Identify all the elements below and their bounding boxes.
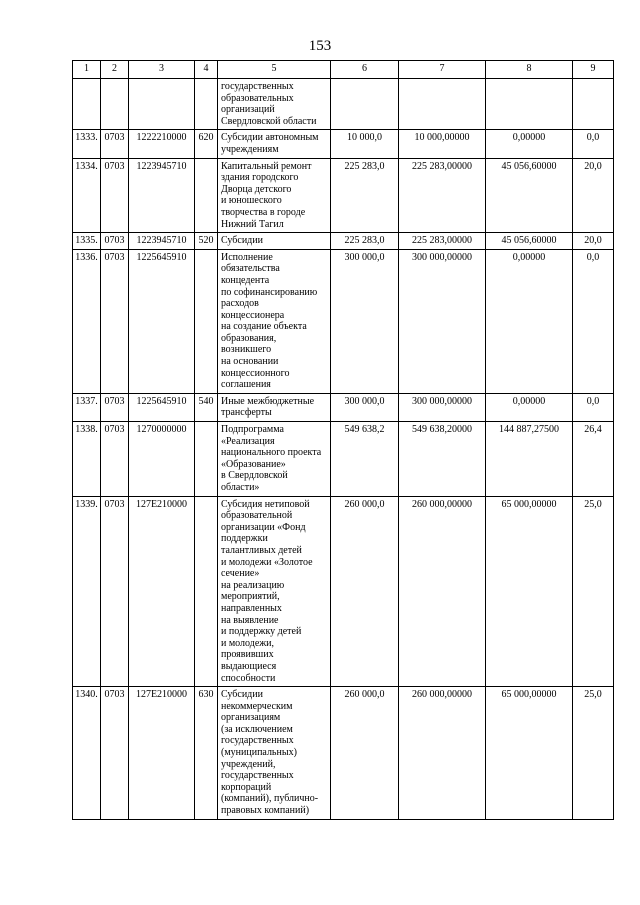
planned-amount-cell: 225 283,00000 [399,158,486,233]
row-number-cell: 1339. [73,496,101,687]
column-header: 6 [331,61,399,79]
execution-percent-cell: 25,0 [573,687,614,820]
execution-percent-cell: 0,0 [573,393,614,421]
planned-amount-cell: 10 000,00000 [399,130,486,158]
item-name-cell: Субсидии [218,233,331,250]
section-code-cell: 0703 [101,130,129,158]
target-article-cell: 1225645910 [129,393,195,421]
section-code-cell: 0703 [101,249,129,393]
execution-percent-cell: 25,0 [573,496,614,687]
expense-type-cell [195,158,218,233]
approved-amount-cell: 225 283,0 [331,158,399,233]
table-row [73,393,614,421]
planned-amount-cell [399,79,486,130]
table-row [73,249,614,393]
column-header: 3 [129,61,195,79]
row-number-cell [73,79,101,130]
target-article-cell: 1270000000 [129,422,195,497]
approved-amount-cell: 10 000,0 [331,130,399,158]
column-header: 4 [195,61,218,79]
item-name-cell: Подпрограмма «Реализация национального проекта «Образование» в Свердловской области» [218,422,331,497]
table-row [73,233,614,250]
execution-percent-cell: 20,0 [573,158,614,233]
expense-type-cell: 540 [195,393,218,421]
approved-amount-cell: 549 638,2 [331,422,399,497]
expense-type-cell [195,496,218,687]
planned-amount-cell: 300 000,00000 [399,249,486,393]
item-name-cell: Субсидии некоммерческим организациям (за исключением государственных (муниципальных) учреждений, государственных корпораций (компаний), публично- правовых компаний) [218,687,331,820]
section-code-cell: 0703 [101,158,129,233]
approved-amount-cell: 300 000,0 [331,249,399,393]
target-article-cell: 1223945710 [129,233,195,250]
column-header: 2 [101,61,129,79]
section-code-cell [101,79,129,130]
column-header: 8 [486,61,573,79]
target-article-cell: 1223945710 [129,158,195,233]
column-header: 1 [73,61,101,79]
executed-amount-cell: 45 056,60000 [486,233,573,250]
table-row [73,79,614,130]
expense-type-cell: 630 [195,687,218,820]
approved-amount-cell: 300 000,0 [331,393,399,421]
expense-type-cell [195,79,218,130]
target-article-cell [129,79,195,130]
table-row [73,687,614,820]
section-code-cell: 0703 [101,393,129,421]
table-row [73,496,614,687]
row-number-cell: 1338. [73,422,101,497]
target-article-cell: 1225645910 [129,249,195,393]
expense-type-cell: 520 [195,233,218,250]
execution-percent-cell [573,79,614,130]
item-name-cell: Субсидия нетиповой образовательной организации «Фонд поддержки талантливых детей и молодежи «Золотое сечение» на реализацию мероприятий, направленных на выявление и поддержку детей и молодежи, проявивших выдающиеся способности [218,496,331,687]
row-number-cell: 1337. [73,393,101,421]
executed-amount-cell: 0,00000 [486,249,573,393]
executed-amount-cell: 65 000,00000 [486,496,573,687]
row-number-cell: 1333. [73,130,101,158]
approved-amount-cell: 260 000,0 [331,496,399,687]
approved-amount-cell: 260 000,0 [331,687,399,820]
item-name-cell: Субсидии автономным учреждениям [218,130,331,158]
execution-percent-cell: 20,0 [573,233,614,250]
table-row [73,130,614,158]
target-article-cell: 127E210000 [129,496,195,687]
expense-type-cell [195,422,218,497]
executed-amount-cell [486,79,573,130]
executed-amount-cell: 0,00000 [486,393,573,421]
execution-percent-cell: 0,0 [573,130,614,158]
row-number-cell: 1335. [73,233,101,250]
item-name-cell: государственных образовательных организаций Свердловской области [218,79,331,130]
executed-amount-cell: 144 887,27500 [486,422,573,497]
item-name-cell: Капитальный ремонт здания городского Дворца детского и юношеского творчества в городе Нижний Тагил [218,158,331,233]
executed-amount-cell: 0,00000 [486,130,573,158]
column-header: 5 [218,61,331,79]
section-code-cell: 0703 [101,233,129,250]
section-code-cell: 0703 [101,687,129,820]
planned-amount-cell: 549 638,20000 [399,422,486,497]
planned-amount-cell: 300 000,00000 [399,393,486,421]
expense-type-cell: 620 [195,130,218,158]
execution-percent-cell: 26,4 [573,422,614,497]
executed-amount-cell: 45 056,60000 [486,158,573,233]
page-number: 153 [308,38,332,54]
approved-amount-cell: 225 283,0 [331,233,399,250]
target-article-cell: 1222210000 [129,130,195,158]
section-code-cell: 0703 [101,496,129,687]
table-body [73,79,614,820]
approved-amount-cell [331,79,399,130]
executed-amount-cell: 65 000,00000 [486,687,573,820]
row-number-cell: 1336. [73,249,101,393]
target-article-cell: 127E210000 [129,687,195,820]
column-header: 9 [573,61,614,79]
budget-table [72,60,614,820]
expense-type-cell [195,249,218,393]
planned-amount-cell: 225 283,00000 [399,233,486,250]
item-name-cell: Исполнение обязательства концедента по софинансированию расходов концессионера на создание объекта образования, возникшего на основании концессионного соглашения [218,249,331,393]
item-name-cell: Иные межбюджетные трансферты [218,393,331,421]
row-number-cell: 1340. [73,687,101,820]
planned-amount-cell: 260 000,00000 [399,496,486,687]
section-code-cell: 0703 [101,422,129,497]
row-number-cell: 1334. [73,158,101,233]
table-header-row [73,61,614,79]
planned-amount-cell: 260 000,00000 [399,687,486,820]
column-header: 7 [399,61,486,79]
execution-percent-cell: 0,0 [573,249,614,393]
table-row [73,422,614,497]
table-row [73,158,614,233]
